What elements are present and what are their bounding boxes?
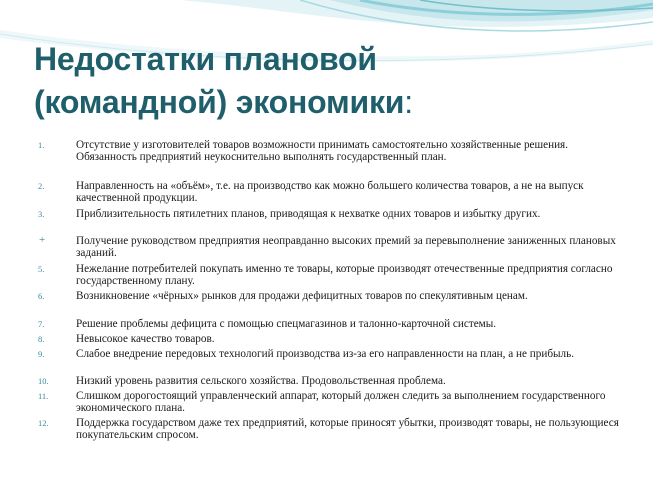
title-line-1: Недостатки плановой (34, 41, 377, 77)
list-item-text: Приблизительность пятилетних планов, приводящая к нехватке одних товаров и избытку других. (76, 208, 541, 220)
title-line-2-text: (командной) экономики (34, 84, 405, 120)
list-item-text: Направленность на «объём», т.е. на производство как можно большего количества товаров, а не на выпуск качественной продукции. (76, 180, 584, 204)
list-item-text: Низкий уровень развития сельского хозяйства. Продовольственная проблема. (76, 375, 446, 387)
title-colon: : (404, 84, 413, 120)
title-line-2 (34, 81, 634, 124)
list-item-text: Отсутствие у изготовителей товаров возможности принимать самостоятельно хозяйственные решения. Обязанность предприятий неукоснительно выполнять государственный план. (76, 139, 568, 163)
list-item-number: + (39, 234, 46, 246)
list-item-number: 10. (38, 376, 49, 386)
list-item-text: Нежелание потребителей покупать именно те товары, которые производят отечественные предприятия согласно государственному плану. (76, 263, 613, 287)
list-item-text: Поддержка государством даже тех предприятий, которые приносят убытки, производят товары, не пользующиеся покупательским спросом. (76, 417, 619, 441)
list-item-text: Невысокое качество товаров. (76, 333, 215, 345)
list-item-number: 9. (38, 349, 45, 359)
list-item-text: Возникновение «чёрных» рынков для продажи дефицитных товаров по спекулятивным ценам. (76, 290, 528, 302)
list-item-number: 11. (38, 391, 49, 401)
list-item-number: 5. (38, 264, 45, 274)
list-item-number: 8. (38, 334, 45, 344)
list-item-number: 12. (38, 418, 49, 428)
list-item-number: 6. (38, 291, 45, 301)
list-item-text: Решение проблемы дефицита с помощью спецмагазинов и талонно-карточной системы. (76, 318, 497, 330)
list-item-number: 1. (38, 140, 45, 150)
list-item-number: 2. (38, 181, 45, 191)
list-item-number: 7. (38, 319, 45, 329)
list-item-text: Слишком дорогостоящий управленческий аппарат, который должен следить за выполнением государственного экономического плана. (76, 390, 606, 414)
list-item-text: Слабое внедрение передовых технологий производства из-за его направленности на план, а не прибыль. (76, 348, 575, 360)
slide-title (34, 38, 634, 124)
list-item-number: 3. (38, 209, 45, 219)
list-item-text: Получение руководством предприятия неоправданно высоких премий за перевыполнение заниженных плановых заданий. (76, 235, 616, 259)
